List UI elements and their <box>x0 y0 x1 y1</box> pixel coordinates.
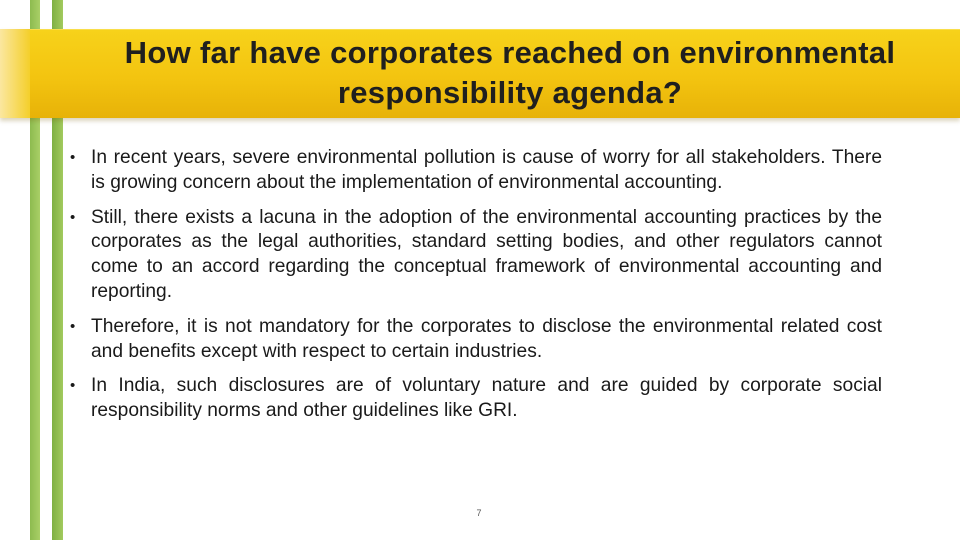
bullet-icon: • <box>70 208 76 226</box>
bullet-icon: • <box>70 377 76 395</box>
bullet-item <box>70 206 882 305</box>
slide-title-line-2: responsibility agenda? <box>337 75 683 110</box>
bullet-icon: • <box>70 149 76 166</box>
bullet-icon: • <box>70 317 76 335</box>
bullet-list <box>70 146 882 434</box>
bullet-item <box>70 374 882 424</box>
slide-title <box>60 33 960 113</box>
bullet-item <box>70 315 882 365</box>
slide-title-line-1: How far have corporates reached on environmental <box>124 35 896 70</box>
bullet-text: In recent years, severe environmental pollution is cause of worry for all stakeholders. There is growing concern about the implementation of environmental accounting. <box>91 147 882 193</box>
bullet-text: Therefore, it is not mandatory for the corporates to disclose the environmental related cost and benefits except with respect to certain industries. <box>91 315 882 362</box>
page-number: 7 <box>476 508 482 518</box>
title-band-edge <box>0 29 30 118</box>
bullet-item <box>70 146 882 196</box>
bullet-text: Still, there exists a lacuna in the adoption of the environmental accounting practices by the corporates as the legal authorities, standard setting bodies, and other regulators cannot come to an accord regarding the conceptual framework of environmental accounting and reporting. <box>91 206 882 302</box>
bullet-text: In India, such disclosures are of voluntary nature and are guided by corporate social responsibility norms and other guidelines like GRI. <box>91 375 882 422</box>
